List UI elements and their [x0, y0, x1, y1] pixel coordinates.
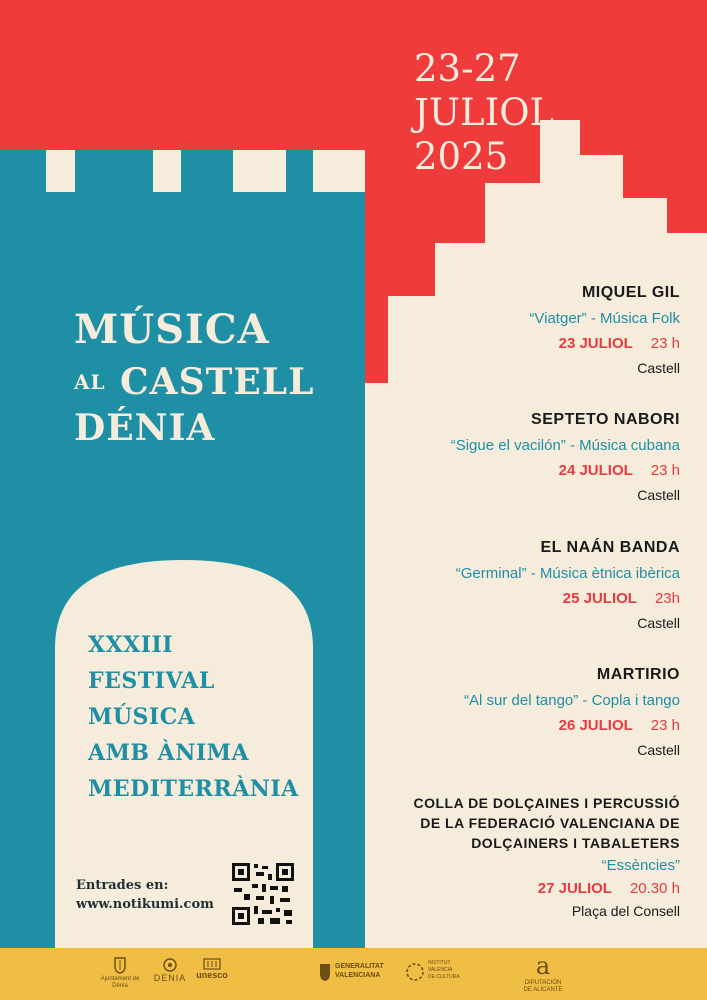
festival-line-3: MÚSICA: [88, 704, 196, 730]
event-venue: Plaça del Consell: [571, 903, 680, 919]
event-artist-line-3: DOLÇAINERS I TABALETERS: [471, 835, 680, 851]
event-venue: Castell: [637, 487, 680, 503]
svg-text:a: a: [535, 954, 551, 978]
logo-ivc-text-3: DE CULTURA: [428, 974, 460, 980]
coat-of-arms-icon: [113, 956, 127, 974]
logo-unesco: [190, 958, 234, 981]
event-description: “Al sur del tango” - Copla i tango: [464, 692, 680, 709]
event-description: “Viatger” - Música Folk: [529, 310, 680, 327]
event-date: 27 JULIOL: [537, 880, 612, 897]
event-datetime: [360, 462, 680, 479]
diputacion-a-icon: [533, 954, 553, 978]
logo-ajuntament-text: Ajuntament de Dénia: [100, 976, 140, 989]
event-artist-line-2: DE LA FEDERACIÓ VALENCIANA DE: [420, 815, 680, 831]
title-castell: CASTELL: [120, 361, 315, 403]
date-month: JULIOL: [414, 91, 555, 134]
event-time: 23 h: [650, 335, 680, 352]
event-artist: MIQUEL GIL: [581, 284, 680, 301]
logo-generalitat-text-2: VALENCIANA: [335, 972, 381, 979]
tickets-url[interactable]: www.notikumi.com: [76, 897, 214, 912]
event-datetime: [360, 335, 680, 352]
event-description: “Essències”: [601, 857, 680, 874]
date-range: 23-27: [414, 47, 521, 90]
festival-line-2: FESTIVAL: [88, 668, 215, 694]
event-artist: MARTIRIO: [596, 666, 680, 683]
event-artist: EL NAÁN BANDA: [540, 539, 680, 556]
logo-ivc-text-2: VALENCIÀ: [428, 967, 453, 973]
title-al: AL: [74, 370, 106, 394]
event-venue: Castell: [637, 615, 680, 631]
event-time: 23 h: [650, 717, 680, 734]
generalitat-crest-icon: [318, 962, 332, 982]
qr-code[interactable]: [231, 862, 295, 926]
event-time: 23 h: [650, 462, 680, 479]
ivc-circle-icon: [405, 962, 425, 982]
logo-denia: [150, 957, 190, 984]
event-datetime: [360, 717, 680, 734]
logo-denia-text: DENIA: [153, 973, 187, 983]
festival-line-1: XXXIII: [88, 632, 174, 658]
denia-flower-icon: [162, 957, 178, 973]
event-date: 24 JULIOL: [558, 462, 633, 479]
event-artist-line-1: COLLA DE DOLÇAINES I PERCUSSIÓ: [413, 795, 680, 811]
event-venue: Castell: [637, 742, 680, 758]
unesco-temple-icon: [202, 958, 222, 970]
logo-unesco-text: unesco: [196, 970, 228, 980]
logo-diputacion-text-1: DIPUTACIÓN: [524, 980, 562, 986]
title-musica: MÚSICA: [74, 306, 270, 353]
event-artist: SEPTETO NABORI: [531, 411, 680, 428]
event-description: “Sigue el vacilón” - Música cubana: [450, 437, 680, 454]
logo-diputacion-text-2: DE ALICANTE: [523, 987, 563, 993]
logo-ivc-text-1: INSTITUT: [428, 960, 451, 966]
logo-generalitat: [318, 962, 388, 980]
logo-ajuntament-denia: [100, 956, 140, 990]
event-martirio: [360, 666, 680, 758]
event-el-naan-banda: [360, 539, 680, 631]
event-description: “Germinal” - Música ètnica ibèrica: [455, 565, 680, 582]
event-datetime: [340, 880, 680, 897]
event-date: 26 JULIOL: [558, 717, 633, 734]
event-date: 25 JULIOL: [562, 590, 637, 607]
logo-generalitat-text-1: GENERALITAT: [335, 963, 384, 970]
event-datetime: [360, 590, 680, 607]
logo-institut-valencia-cultura: [405, 960, 465, 981]
tickets-label: Entrades en:: [76, 878, 169, 893]
date-year: 2025: [414, 135, 509, 178]
event-date: 23 JULIOL: [558, 335, 633, 352]
event-time: 20.30 h: [629, 880, 680, 897]
festival-line-5: MEDITERRÀNIA: [88, 776, 299, 802]
title-denia: DÉNIA: [74, 407, 216, 449]
event-miquel-gil: [360, 284, 680, 376]
event-septeto-nabori: [360, 411, 680, 503]
event-venue: Castell: [637, 360, 680, 376]
festival-line-4: AMB ÀNIMA: [88, 740, 250, 766]
logo-diputacion-alicante: [520, 954, 566, 994]
event-colla-dolcaines: [340, 793, 680, 919]
event-time: 23h: [654, 590, 680, 607]
